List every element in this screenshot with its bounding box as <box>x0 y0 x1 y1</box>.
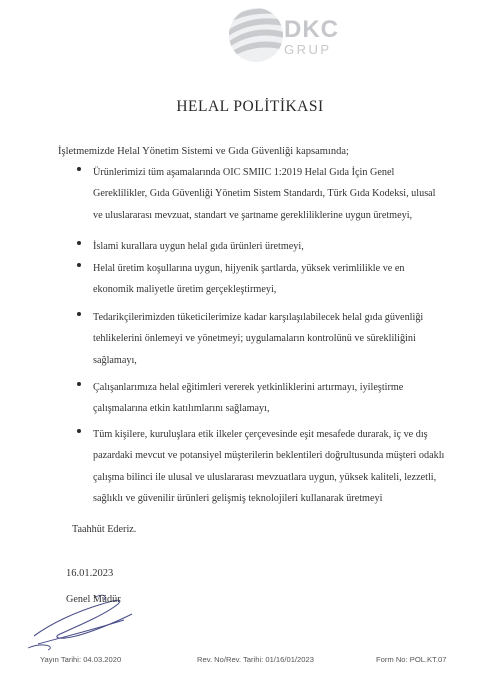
bullet-icon <box>77 429 81 433</box>
policy-line: İslami kurallara uygun helal gıda ürünleri üretmeyi, <box>93 241 304 252</box>
document-title: HELAL POLİTİKASI <box>176 98 324 115</box>
logo-text-main: DKC <box>284 16 339 43</box>
closing-statement: Taahhüt Ederiz. <box>72 524 137 535</box>
bullet-icon <box>77 167 81 171</box>
policy-line: çalışmalarına etkin katılımlarını sağlamayı, <box>93 403 270 415</box>
policy-line: Ürünlerimizi tüm aşamalarında OIC SMIIC 1:2019 Helal Gıda İçin Genel <box>93 167 395 178</box>
bullet-icon <box>77 241 81 245</box>
policy-line: pazardaki mevcut ve potansiyel müşterilerin beklentileri doğrultusunda müşteri odaklı <box>93 450 445 462</box>
signature-date: 16.01.2023 <box>66 568 114 579</box>
policy-line: sağlamayı, <box>93 354 137 366</box>
bullet-icon <box>77 382 81 386</box>
revision-info: Rev. No/Rev. Tarihi: 01/16/01/2023 <box>197 655 314 664</box>
logo-text-sub: GRUP <box>284 42 332 57</box>
policy-line: Helal üretim koşullarına uygun, hijyenik şartlarda, yüksek verimlilikle ve en <box>93 263 405 274</box>
policy-line: Tüm kişilere, kuruluşlara etik ilkeler çerçevesinde eşit mesafede durarak, iç ve dış <box>93 429 428 440</box>
publish-date: Yayın Tarihi: 04.03.2020 <box>40 655 122 664</box>
form-number: Form No: POL.KT.07 <box>376 655 447 664</box>
policy-line: ve uluslararası mevzuat, standart ve şartname gerekliliklerine uygun üretmeyi, <box>93 209 413 221</box>
policy-line: çalışma bilinci ile ulusal ve uluslararası mevzuatlara uygun, yüksek kaliteli, lezzetli, <box>93 471 437 483</box>
intro-paragraph: İşletmemizde Helal Yönetim Sistemi ve Gıda Güvenliği kapsamında; <box>58 146 349 157</box>
policy-line: tehlikelerini önlemeyi ve yönetmeyi; uygulamaların kontrolünü ve sürekliliğini <box>93 333 416 345</box>
signer-title: Genel Müdür <box>66 594 121 605</box>
bullet-icon <box>77 263 81 267</box>
policy-line: ekonomik maliyetle üretim gerçekleştirmeyi, <box>93 284 277 296</box>
policy-line: Gereklilikler, Gıda Güvenliği Yönetim Sistem Standardı, Türk Gıda Kodeksi, ulusal <box>93 188 436 200</box>
policy-line: Tedarikçilerimizden tüketicilerimize kadar karşılaşılabilecek helal gıda güvenliği <box>93 312 424 323</box>
bullet-icon <box>77 312 81 316</box>
logo-emblem-icon <box>228 2 284 68</box>
company-logo <box>228 2 338 82</box>
policy-line: sağlıklı ve güvenilir ürünleri gelişmiş teknolojileri kullanarak üretmeyi <box>93 492 383 504</box>
policy-line: Çalışanlarımıza helal eğitimleri vererek yetkinliklerini artırmayı, iyileştirme <box>93 382 404 393</box>
